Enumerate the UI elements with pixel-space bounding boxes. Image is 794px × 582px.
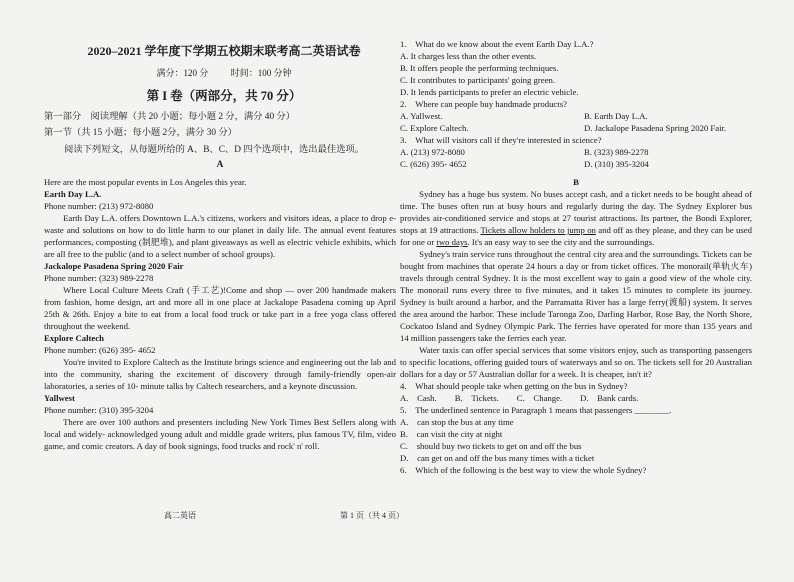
passage-b-paragraph-1 — [400, 188, 752, 248]
option: A. (213) 972-8080 — [400, 147, 465, 157]
option: B. (323) 989-2278 — [584, 147, 649, 157]
option: D. It lends participants to prefer an electric vehicle. — [400, 87, 579, 97]
event-description: Earth Day L.A. offers Downtown L.A.'s citizens, workers and visitors ideas, a place to drop e-waste and solutions on how to do little harm to our planet in daily life. The annual event features performances, composting (制肥堆), and plant giveaways as well as electric vehicle exhibits, which are all free to the public (and to a select number of school groups). — [44, 213, 396, 259]
option: D. Jackalope Pasadena Spring 2020 Fair. — [584, 123, 727, 133]
footer-page-number: 第 1 页（共 4 页） — [340, 511, 404, 520]
footer-subject: 高二英语 — [164, 511, 196, 520]
instruction: 阅读下列短文，从每题所给的 A、B、C、D 四个选项中，选出最佳选项。 — [64, 145, 365, 155]
text-run: . It's an easy way to see the city and the surroundings. — [467, 237, 655, 247]
option-row — [400, 122, 752, 134]
part-one-heading: 第一部分 阅读理解（共 20 小题；每小题 2 分，满分 40 分） — [44, 112, 296, 122]
option: C. Change. — [516, 393, 563, 403]
passage-a-intro: Here are the most popular events in Los Angeles this year. — [44, 177, 247, 187]
event-name: Yallwest — [44, 393, 75, 403]
option-row — [400, 146, 752, 158]
event-description: There are over 100 authors and presenters including New York Times Best Sellers along with local and widely- acknowledged young adult and middle grade writers, plus famous TV, film, video game, and comic creators. A day of book signings, food trucks and rock' n' roll. — [44, 417, 396, 451]
option-row — [400, 110, 752, 122]
question-6: 6. Which of the following is the best way to view the whole Sydney? — [400, 465, 647, 475]
option: A. It charges less than the other events. — [400, 51, 537, 61]
question-1: 1. What do we know about the event Earth Day L.A.? — [400, 39, 594, 49]
option: D. Bank cards. — [580, 393, 639, 403]
passage-a-label: A — [216, 160, 224, 170]
questions-a — [400, 38, 752, 476]
passage-a — [44, 176, 396, 452]
option-row — [400, 392, 752, 404]
exam-time: 时间：100 分钟 — [230, 68, 292, 78]
question-5: 5. The underlined sentence in Paragraph 1 means that passengers ________. — [400, 405, 672, 415]
full-score: 满分：120 分 — [156, 68, 209, 78]
section-one-heading: 第一节（共 15 小题；每小题 2分，满分 30 分） — [44, 128, 237, 138]
option-row — [400, 158, 752, 170]
event-phone: Phone number: (310) 395-3204 — [44, 405, 154, 415]
option: D. (310) 395-3204 — [584, 159, 649, 169]
exam-title: 2020–2021 学年度下学期五校期末联考高二英语试卷 — [87, 44, 361, 58]
option: B. It offers people the performing techniques. — [400, 63, 559, 73]
option: C. (626) 395- 4652 — [400, 159, 467, 169]
event-phone: Phone number: (323) 989-2278 — [44, 273, 154, 283]
option: B. Earth Day L.A. — [584, 111, 648, 121]
text-run: Sydney has a huge bus system. No buses accept cash, and a ticket needs to be bought ahead of time. The buses often run at busy hours and regularly during the day. The Sydney Explorer bus provides air-conditioned service and stops at 27 tourist attractions. Its partner, the Bondi Explorer, stops at 19 attractions. — [400, 189, 752, 235]
event-name: Earth Day L.A. — [44, 189, 102, 199]
option: A. can stop the bus at any time — [400, 417, 514, 427]
event-description: Where Local Culture Meets Craft (手工艺)!Come and shop — over 200 handmade makers from fashion, home design, art and more all in one place at Jackalope Pasadena coming up April 25th & 26th. Enjoy a bite to eat from a local food truck or take part in a free yoga class offered throughout the weekend. — [44, 285, 396, 331]
score-time-line — [44, 66, 404, 79]
event-phone: Phone number: (626) 395- 4652 — [44, 345, 156, 355]
option: B. can visit the city at night — [400, 429, 503, 439]
event-name: Explore Caltech — [44, 333, 104, 343]
question-2: 2. Where can people buy handmade products? — [400, 99, 567, 109]
volume-heading: 第 I 卷（两部分，共 70 分） — [146, 89, 302, 103]
underlined-sentence: Tickets allow holders to jump on — [480, 225, 596, 235]
event-description: You're invited to Explore Caltech as the Institute brings science and engineering out the lab and into the community, sharing the excitement of discovery through family-friendly open-air laboratories, a series of 10- minute talks by Caltech researchers, and a keynote discussion. — [44, 357, 396, 391]
underlined-phrase: two days — [436, 237, 468, 247]
question-3: 3. What will visitors call if they're interested in science? — [400, 135, 602, 145]
passage-b-paragraph-3: Water taxis can offer special services that some visitors enjoy, such as transporting passengers to specific locations, offering guided tours of waterways and so on. The tickets sell for 20 Australian dollars for a day or 57 Australian dollar for a week. It is cheaper, isn't it? — [400, 345, 752, 379]
passage-b-paragraph-2: Sydney's train service runs throughout the central city area and the surroundings. Tickets can be bought from machines that operate 24 hours a day or from ticket offices. The monorail(单轨火车) travels through central Sydney. It is the most excellent way to gain a good view of the whole city. The monorail runs every three to five minutes, and it takes 15 minutes to complete its journey. Sydney is built around a harbor, and the Parramatta River has a large ferry(渡船) system. It serves the area around the harbor. These include Taronga Zoo, Darling Harbor, Rose Bay, the North Shore, Cockatoo Island and Sydney Olympic Park. The ferries have operated for more than 135 years and 14 million passengers take the ferries each year. — [400, 249, 752, 343]
event-phone: Phone number: (213) 972-8080 — [44, 201, 154, 211]
text-run: and off as they please, and they can be used for one or — [400, 225, 752, 247]
option: A. Yallwest. — [400, 111, 443, 121]
question-4: 4. What should people take when getting on the bus in Sydney? — [400, 381, 628, 391]
option: B. Tickets. — [454, 393, 499, 403]
event-name: Jackalope Pasadena Spring 2020 Fair — [44, 261, 184, 271]
option: C. It contributes to participants' going green. — [400, 75, 556, 85]
option: A. Cash. — [400, 393, 437, 403]
option: D. can get on and off the bus many times with a ticket — [400, 453, 595, 463]
passage-b-label: B — [573, 177, 579, 187]
option: C. Explore Caltech. — [400, 123, 469, 133]
option: C. should buy two tickets to get on and off the bus — [400, 441, 582, 451]
